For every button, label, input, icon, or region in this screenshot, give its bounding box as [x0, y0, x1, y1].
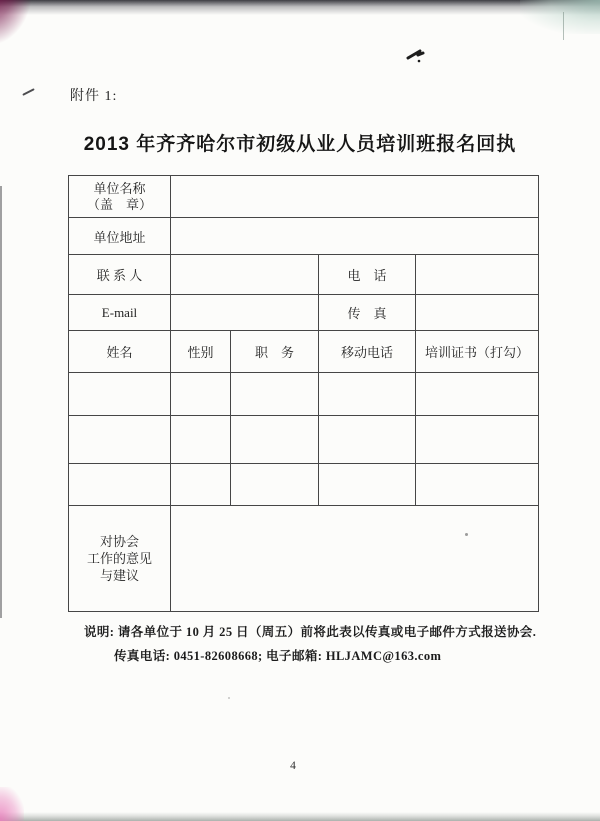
contact-value-cell — [171, 255, 319, 295]
scan-artifact-top-band — [0, 0, 600, 15]
scan-artifact-bottom-left-blob — [0, 787, 24, 821]
empty-cell — [69, 464, 171, 506]
empty-cell — [416, 373, 539, 416]
phone-value-cell — [416, 255, 539, 295]
empty-cell — [319, 373, 416, 416]
fax-value-cell — [416, 295, 539, 331]
table-row-unit-name — [69, 176, 539, 218]
unit-name-value-cell — [171, 176, 539, 218]
email-label-cell: E-mail — [69, 295, 171, 331]
table-row-person-empty — [69, 373, 539, 416]
email-value-cell — [171, 295, 319, 331]
contact-label-cell: 联 系 人 — [69, 255, 171, 295]
table-row-suggestions — [69, 506, 539, 612]
person-header-gender: 性别 — [171, 331, 231, 373]
table-row-unit-address — [69, 218, 539, 255]
instruction-note-line2: 传真电话: 0451-82608668; 电子邮箱: HLJAMC@163.com — [114, 649, 442, 663]
table-row-person-empty — [69, 416, 539, 464]
suggestions-label-line1: 对协会 — [99, 534, 139, 549]
table-row-email — [69, 295, 539, 331]
instruction-note-line1: 说明: 请各单位于 10 月 25 日（周五）前将此表以传真或电子邮件方式报送协会. — [84, 625, 537, 639]
scan-artifact-right-edge-line — [563, 12, 564, 40]
scan-artifact-speck — [228, 697, 230, 699]
empty-cell — [171, 373, 231, 416]
empty-cell — [69, 373, 171, 416]
empty-cell — [416, 416, 539, 464]
registration-form-table — [68, 175, 539, 612]
person-header-position: 职 务 — [231, 331, 319, 373]
person-header-certificate: 培训证书（打勾） — [416, 331, 539, 373]
suggestions-value-cell — [171, 506, 539, 612]
attachment-label: 附件 1: — [70, 89, 118, 104]
empty-cell — [231, 464, 319, 506]
empty-cell — [231, 373, 319, 416]
page-number: 4 — [290, 760, 296, 772]
unit-address-label-cell: 单位地址 — [69, 218, 171, 255]
empty-cell — [319, 464, 416, 506]
table-row-person-header — [69, 331, 539, 373]
suggestions-label-line3: 与建议 — [99, 568, 139, 583]
page-title: 2013 年齐齐哈尔市初级从业人员培训班报名回执 — [83, 134, 517, 155]
scan-artifact-top-right-corner — [520, 0, 600, 34]
table-row-person-empty — [69, 464, 539, 506]
table-row-contact — [69, 255, 539, 295]
scan-artifact-pen-stroke — [22, 88, 34, 96]
scan-artifact-ink-smudge — [405, 46, 431, 66]
empty-cell — [69, 416, 171, 464]
empty-cell — [416, 464, 539, 506]
unit-name-label-line1: 单位名称 — [93, 180, 146, 196]
empty-cell — [319, 416, 416, 464]
fax-label-cell: 传 真 — [319, 295, 416, 331]
phone-label-cell: 电 话 — [319, 255, 416, 295]
suggestions-label-line2: 工作的意见 — [86, 551, 152, 566]
empty-cell — [231, 416, 319, 464]
unit-name-label-line2: （盖 章） — [86, 196, 152, 212]
scan-artifact-bottom-band — [0, 812, 600, 821]
unit-address-value-cell — [171, 218, 539, 255]
suggestions-label-cell — [69, 506, 171, 612]
person-header-mobile: 移动电话 — [319, 331, 416, 373]
empty-cell — [171, 464, 231, 506]
unit-name-label-cell — [69, 176, 171, 218]
scan-artifact-left-edge-line — [0, 186, 2, 618]
person-header-name: 姓名 — [69, 331, 171, 373]
empty-cell — [171, 416, 231, 464]
scan-artifact-top-left-corner — [0, 0, 32, 44]
